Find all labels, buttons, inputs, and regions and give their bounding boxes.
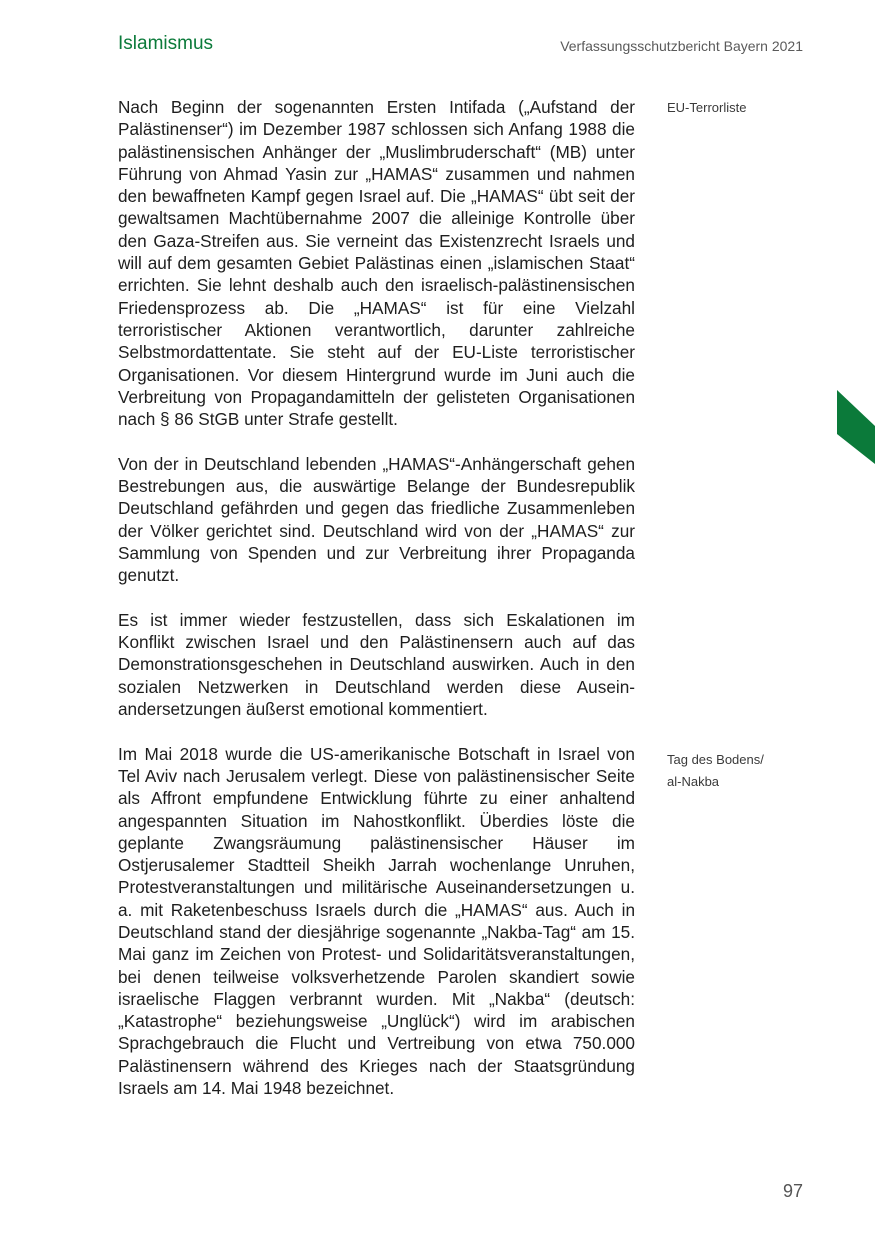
margin-note-line: al-Nakba [667, 774, 720, 789]
section-title: Islamismus [118, 33, 214, 54]
margin-note-tag-des-bodens [667, 749, 807, 793]
paragraph-hamas-history: Nach Beginn der sogenannten Ersten Intifada („Aufstand der Palästinenser“) im Dezember 1987 schlossen sich Anfang 1988 die palästinensischen Anhänger der „Muslimbruderschaft“ (MB) unter Führung von Ahmad Yasin zur „HAMAS“ zusammen und nahmen den bewaffneten Kampf gegen Israel auf. Die „HAMAS“ übt seit der gewaltsamen Machtübernahme 2007 die alleinige Kontrolle über den Gaza-Streifen aus. Sie verneint das Existenzrecht Israels und will auf dem gesamten Gebiet Palästinas einen „islamischen Staat“ errichten. Sie lehnt deshalb auch den israelisch-palästinensischen Friedensprozess ab. Die „HAMAS“ ist für eine Vielzahl terroristischer Aktionen verantwortlich, darunter zahlreiche Selbstmordattentate. Sie steht auf der EU-Liste terroristischer Organisationen. Vor diesem Hintergrund wurde im Juni auch die Verbreitung von Propagandamitteln der gelisteten Organisationen nach § 86 StGB unter Strafe gestellt. [118, 97, 635, 430]
chapter-tab-marker [837, 390, 875, 464]
report-title: Verfassungsschutzbericht Bayern 2021 [560, 38, 803, 54]
page-number: 97 [782, 1181, 803, 1201]
margin-note-line: Tag des Bodens/ [667, 752, 764, 767]
chapter-tab-shape [837, 390, 875, 464]
paragraph-nakba: Im Mai 2018 wurde die US-amerikanische Botschaft in Israel von Tel Aviv nach Jerusalem verlegt. Diese von palästinensischer Seite als Affront empfundene Entwicklung führte zu einer anhaltend angespannten Situation im Nahostkonflikt. Überdies löste die geplante Zwangsräumung palästinensischer Häuser im Ostjerusalemer Stadtteil Sheikh Jarrah wochenlange Unruhen, Protestveranstaltungen und militärische Auseinandersetzungen u. a. mit Raketenbeschuss Israels durch die „HAMAS“ aus. Auch in Deutschland stand der diesjährige sogenannte „Nakba-Tag“ am 15. Mai ganz im Zeichen von Protest- und Solidaritätsveranstaltungen, bei denen teilweise volksverhetzende Parolen skandiert sowie israelische Flaggen verbrannt wurden. Mit „Nakba“ (deutsch: „Katastrophe“ beziehungsweise „Unglück“) wird im arabischen Sprachgebrauch die Flucht und Vertreibung von etwa 750.000 Palästinensern während des Krieges nach der Staatsgründung Israels am 14. Mai 1948 bezeichnet. [118, 743, 635, 1099]
margin-note-eu-terrorliste [667, 97, 807, 119]
main-text [118, 96, 635, 1122]
margin-note-label: EU-Terrorliste [667, 100, 747, 115]
paragraph-escalations: Es ist immer wieder festzustellen, dass sich Eskalationen im Konflikt zwischen Israel und den Palästinensern auch auf das Demonstrationsgeschehen in Deutschland auswirken. Auch in den sozialen Netzwerken in Deutschland werden diese Auseinandersetzungen äußerst emotional kommentiert. [118, 609, 635, 720]
paragraph-hamas-germany: Von der in Deutschland lebenden „HAMAS“-Anhängerschaft gehen Bestrebungen aus, die auswärtige Belange der Bundesrepublik Deutschland gefährden und gegen das friedliche Zusammenleben der Völker gerichtet sind. Deutschland wird von der „HAMAS“ zur Sammlung von Spenden und zur Verbreitung ihrer Propaganda genutzt. [118, 453, 635, 586]
